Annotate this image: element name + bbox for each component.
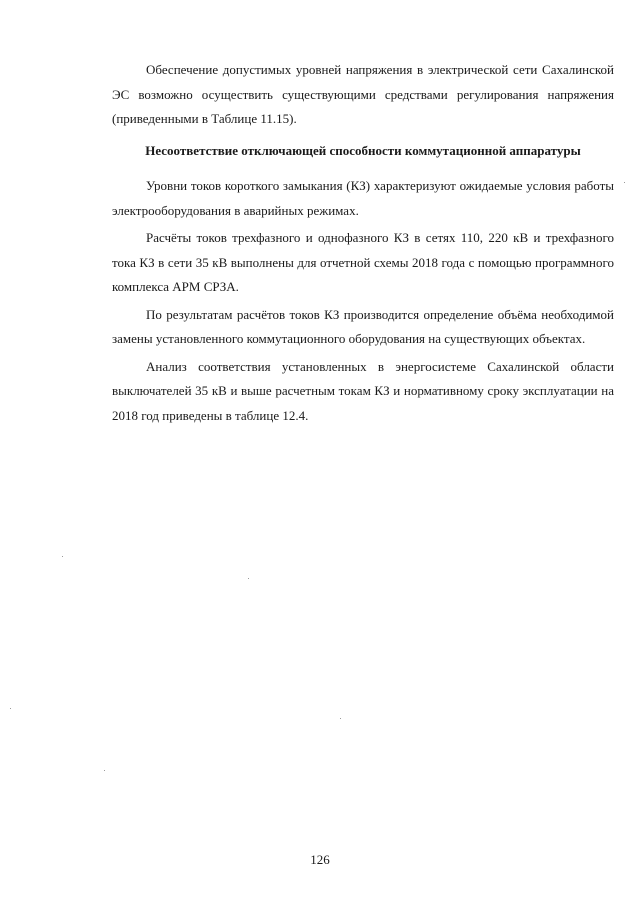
scan-speck bbox=[248, 578, 249, 579]
scan-speck bbox=[624, 182, 625, 183]
paragraph-analysis: Анализ соответствия установленных в энергосистеме Сахалинской области выключателей 35 кВ и выше расчетным токам КЗ и нормативному сроку эксплуатации на 2018 год приведены в таблице 12.4. bbox=[112, 358, 614, 423]
paragraph-short-circuit-levels: Уровни токов короткого замыкания (КЗ) характеризуют ожидаемые условия работы электрооборудования в аварийных режимах. bbox=[112, 178, 614, 218]
paragraph-replacement: По результатам расчётов токов КЗ производится определение объёма необходимой замены установленного коммутационного оборудования на существующих объектах. bbox=[112, 306, 614, 346]
scan-speck bbox=[340, 718, 341, 719]
scan-speck bbox=[104, 770, 105, 771]
scan-speck bbox=[62, 556, 63, 557]
paragraph-voltage-regulation: Обеспечение допустимых уровней напряжения в электрической сети Сахалинской ЭС возможно осуществить существующими средствами регулирования напряжения (приведенными в Таблице 11.15). bbox=[112, 62, 614, 126]
document-body bbox=[112, 58, 614, 431]
page-number: 126 bbox=[310, 852, 330, 867]
scan-speck bbox=[10, 708, 11, 709]
paragraph-calculations: Расчёты токов трехфазного и однофазного КЗ в сетях 110, 220 кВ и трехфазного тока КЗ в сети 35 кВ выполнены для отчетной схемы 2018 года с помощью программного комплекса АРМ СРЗА. bbox=[112, 230, 614, 294]
section-heading: Несоответствие отключающей способности коммутационной аппаратуры bbox=[145, 142, 581, 158]
